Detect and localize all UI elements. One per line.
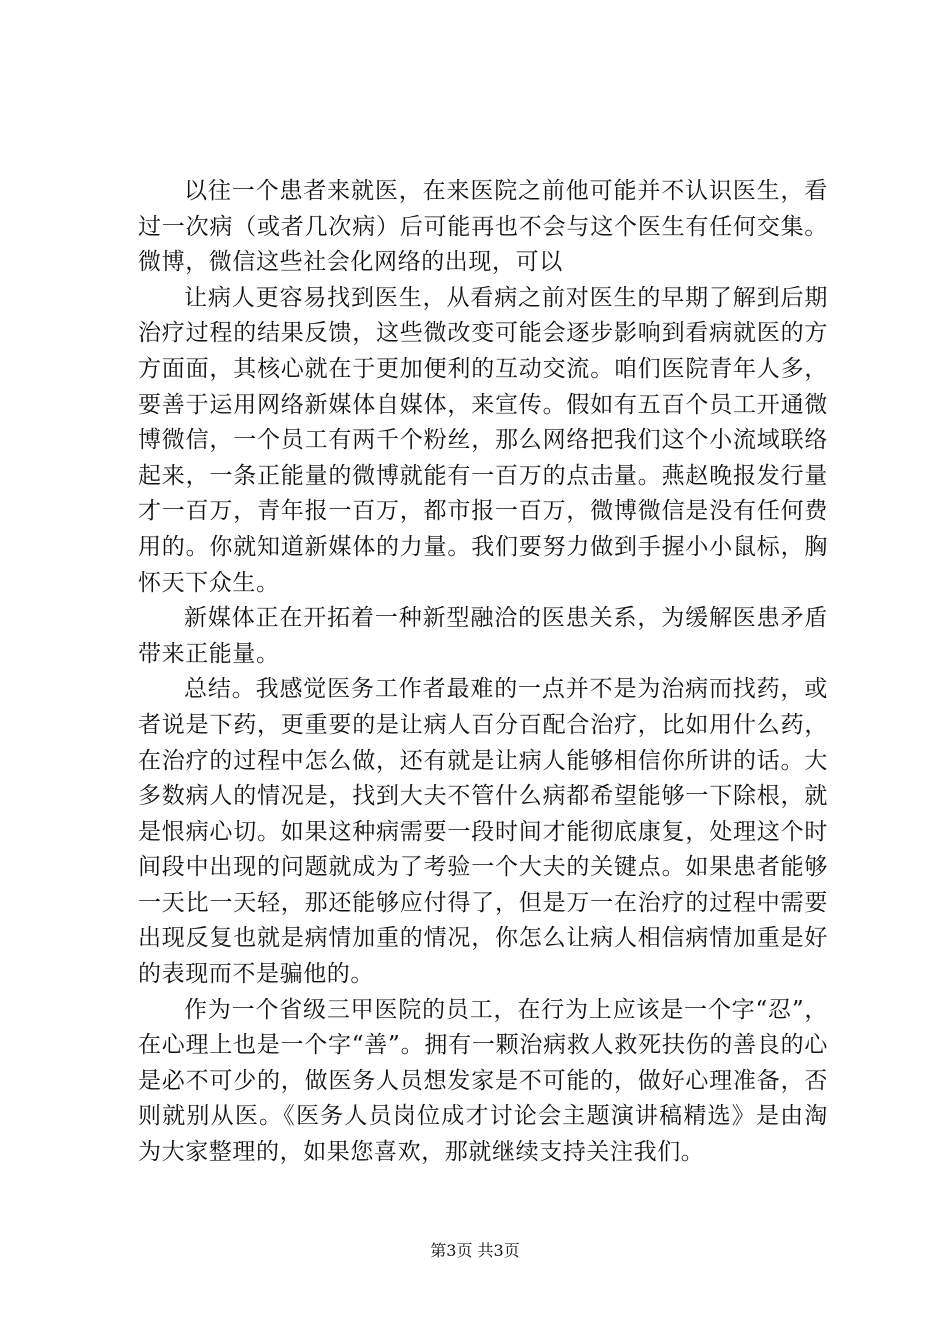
paragraph-5: 作为一个省级三甲医院的员工，在行为上应该是一个字“忍”，在心理上也是一个字“善”。拥有一颗治病救人救死扶伤的善良的心是必不可少的，做医务人员想发家是不可能的，做好心理准备，否则就别从医。《医务人员岗位成才讨论会主题演讲稿精选》是由淘为大家整理的，如果您喜欢，那就继续支持关注我们。 bbox=[138, 996, 828, 1166]
paragraph-2: 让病人更容易找到医生，从看病之前对医生的早期了解到后期治疗过程的结果反馈，这些微改变可能会逐步影响到看病就医的方方面面，其核心就在于更加便利的互动交流。咱们医院青年人多，要善于运用网络新媒体自媒体，来宣传。假如有五百个员工开通微博微信，一个员工有两千个粉丝，那么网络把我们这个小流域联络起来，一条正能量的微博就能有一百万的点击量。燕赵晚报发行量才一百万，青年报一百万，都市报一百万，微博微信是没有任何费用的。你就知道新媒体的力量。我们要努力做到手握小小鼠标，胸怀天下众生。 bbox=[138, 284, 828, 596]
paragraph-4: 总结。我感觉医务工作者最难的一点并不是为治病而找药，或者说是下药，更重要的是让病人百分百配合治疗，比如用什么药，在治疗的过程中怎么做，还有就是让病人能够相信你所讲的话。大多数病人的情况是，找到大夫不管什么病都希望能够一下除根，就是恨病心切。如果这种病需要一段时间才能彻底康复，处理这个时间段中出现的问题就成为了考验一个大夫的关键点。如果患者能够一天比一天轻，那还能够应付得了，但是万一在治疗的过程中需要出现反复也就是病情加重的情况，你怎么让病人相信病情加重是好的表现而不是骗他的。 bbox=[138, 676, 828, 988]
paragraph-1: 以往一个患者来就医，在来医院之前他可能并不认识医生，看过一次病（或者几次病）后可能再也不会与这个医生有任何交集。微博，微信这些社会化网络的出现，可以 bbox=[138, 178, 828, 276]
paragraph-3: 新媒体正在开拓着一种新型融洽的医患关系，为缓解医患矛盾带来正能量。 bbox=[138, 605, 828, 667]
document-body bbox=[138, 174, 828, 1171]
page-footer: 第3页 共3页 bbox=[430, 1241, 520, 1260]
